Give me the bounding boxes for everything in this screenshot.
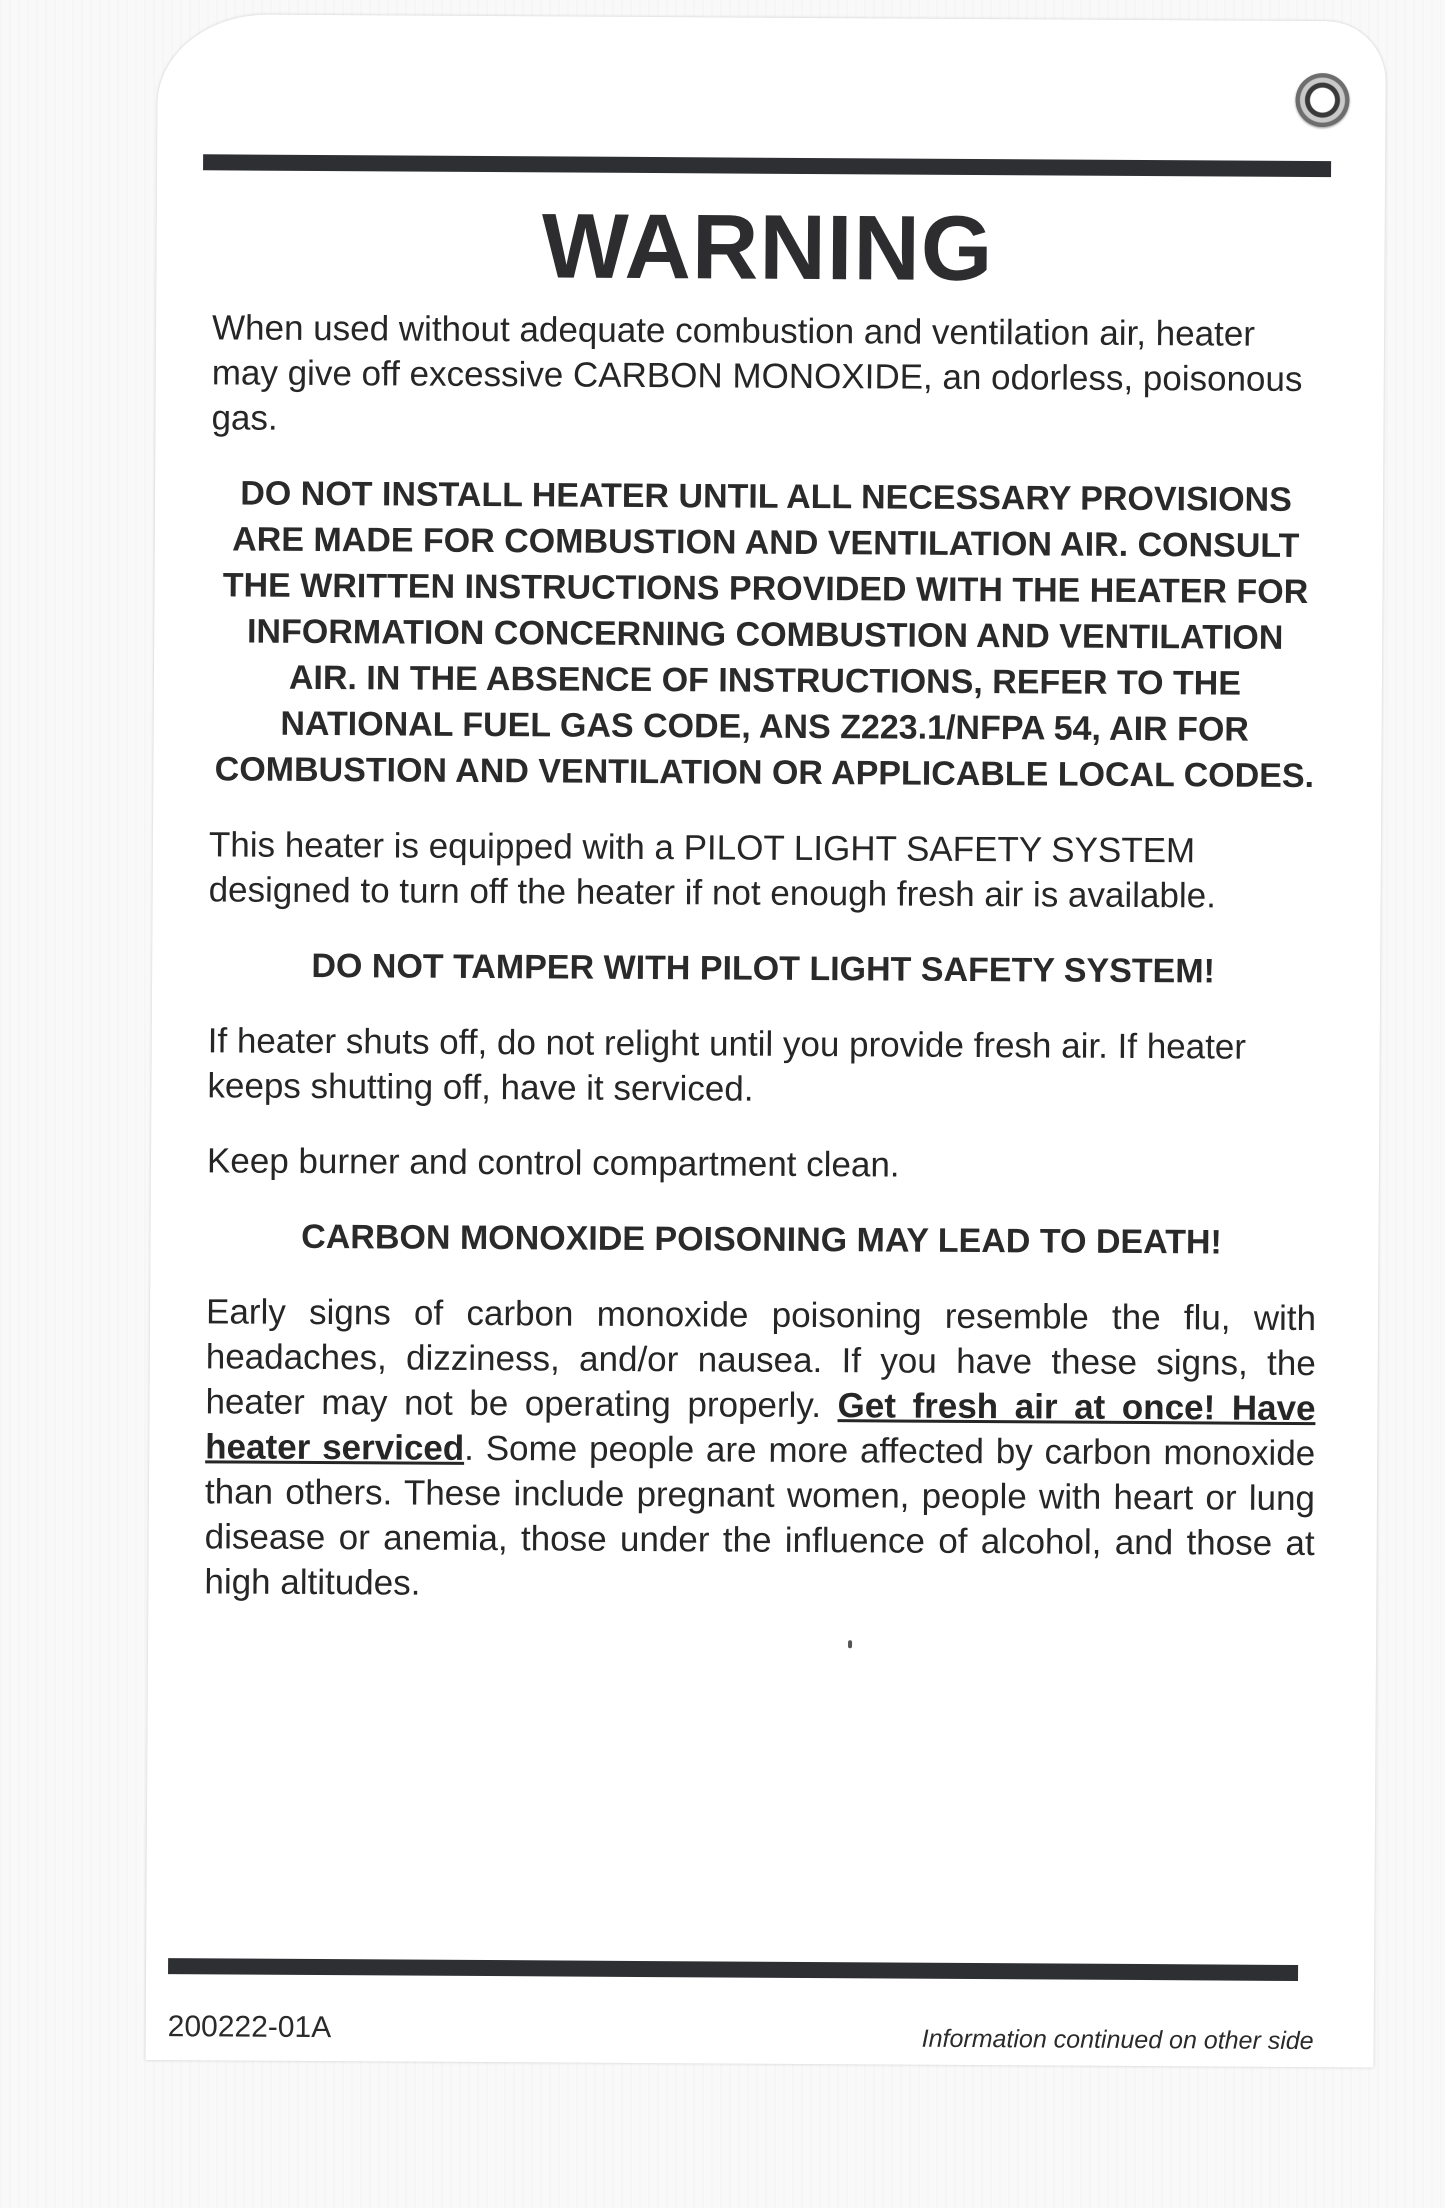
pilot-info-paragraph: This heater is equipped with a PILOT LIGHT SAFETY SYSTEM designed to turn off the heater if not enough fresh air is available.: [208, 824, 1217, 916]
warning-tag: [146, 14, 1386, 2067]
shutoff-paragraph: If heater shuts off, do not relight until you provide fresh air. If heater keeps shutting off, have it serviced.: [207, 1020, 1247, 1109]
warning-title: WARNING: [541, 195, 994, 301]
tamper-warning: DO NOT TAMPER WITH PILOT LIGHT SAFETY SYSTEM!: [311, 946, 1216, 991]
bottom-rule: [168, 1958, 1298, 1981]
signs-paragraph: [204, 1289, 1316, 1611]
signs-emphasis: Get fresh air at once! Have heater serviced: [205, 1385, 1316, 1468]
clean-paragraph: Keep burner and control compartment clean.: [206, 1140, 900, 1185]
intro-paragraph: When used without adequate combustion and ventilation air, heater may give off excessive CARBON MONOXIDE, an odorless, poisonous gas.: [211, 307, 1303, 438]
death-warning: CARBON MONOXIDE POISONING MAY LEAD TO DEATH!: [301, 1217, 1222, 1262]
tag-content: [204, 196, 1323, 1640]
grommet-icon: [1295, 73, 1349, 127]
signs-text-2: . Some people are more affected by carbon monoxide than others. These include pregnant women, people with heart or lung disease or anemia, those under the influence of alcohol, and those at high altitudes.: [204, 1428, 1316, 1603]
scan-speck: [848, 1640, 852, 1648]
continued-note: Information continued on other side: [921, 2024, 1314, 2056]
top-rule: [203, 154, 1331, 177]
signs-text-1: Early signs of carbon monoxide poisoning resemble the flu, with headaches, dizziness, and/or nausea. If you have these signs, the heater may not be operating properly.: [205, 1291, 1317, 1425]
install-warning: DO NOT INSTALL HEATER UNTIL ALL NECESSARY PROVISIONS ARE MADE FOR COMBUSTION AND VENTILATION AIR. CONSULT THE WRITTEN INSTRUCTIONS PROVIDED WITH THE HEATER FOR INFORMATION CONCERNING COMBUSTION AND VENTILATION AIR. IN THE ABSENCE OF INSTRUCTIONS, REFER TO THE NATIONAL FUEL GAS CODE, ANS Z223.1/NFPA 54, AIR FOR COMBUSTION AND VENTILATION OR APPLICABLE LOCAL CODES.: [214, 474, 1315, 795]
part-number: 200222-01A: [167, 2010, 332, 2045]
